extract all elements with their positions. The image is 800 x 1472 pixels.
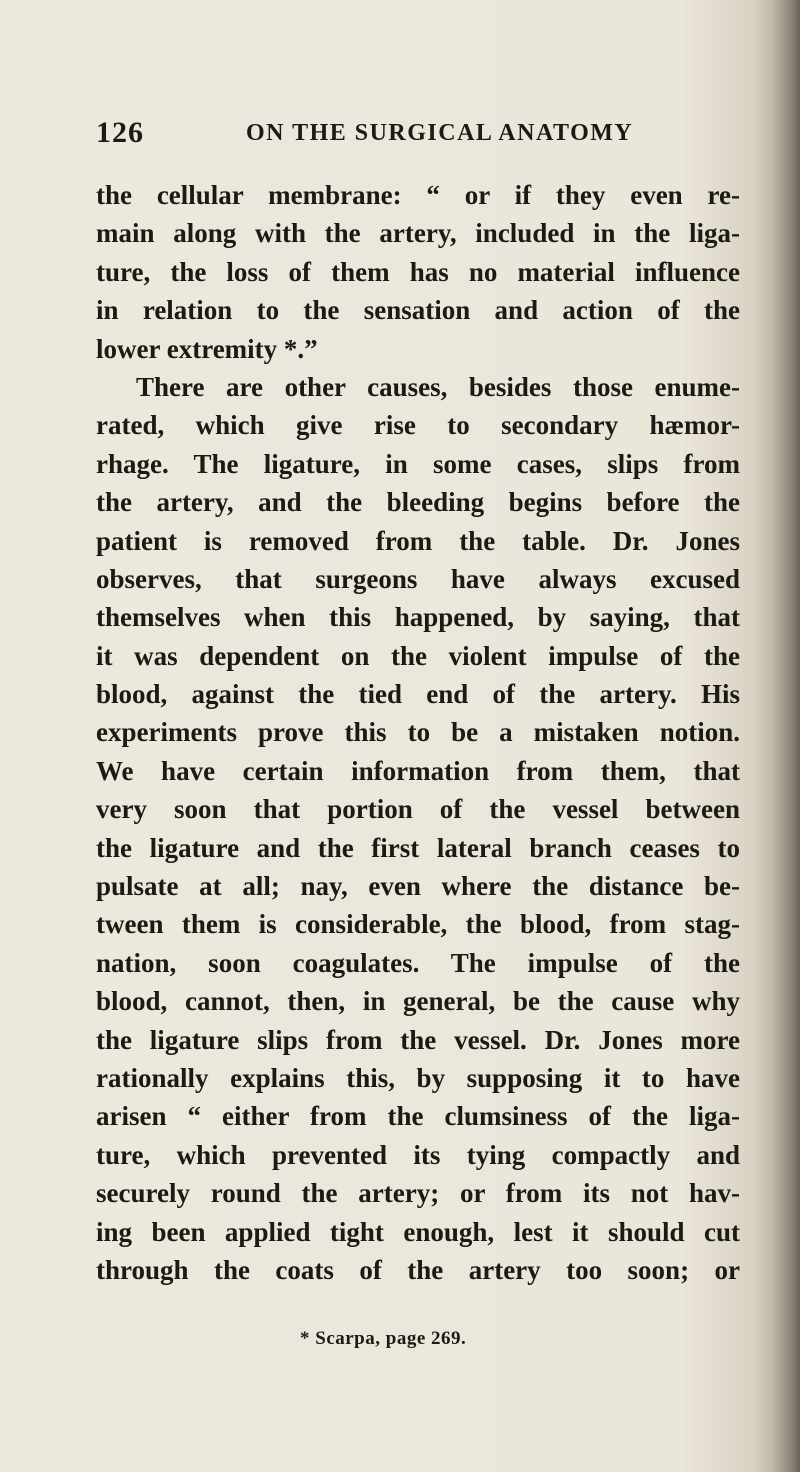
page-edge-shadow bbox=[754, 0, 800, 1472]
running-head: ON THE SURGICAL ANATOMY bbox=[246, 120, 634, 146]
text-line: main along with the artery, included in the liga- bbox=[96, 218, 740, 249]
text-line: ture, which prevented its tying compactly and bbox=[96, 1139, 740, 1170]
text-line: rhage. The ligature, in some cases, slips from bbox=[96, 448, 740, 479]
text-line: observes, that surgeons have always excused bbox=[96, 563, 740, 594]
text-line: rated, which give rise to secondary hæmor- bbox=[96, 410, 740, 441]
text-line: blood, against the tied end of the artery. His bbox=[96, 679, 740, 710]
text-line: rationally explains this, by supposing it to have bbox=[96, 1062, 740, 1093]
text-line: in relation to the sensation and action of the bbox=[96, 295, 740, 326]
text-line: ture, the loss of them has no material influence bbox=[96, 256, 740, 287]
text-line: the ligature slips from the vessel. Dr. Jones more bbox=[96, 1024, 740, 1055]
text-line: arisen “ either from the clumsiness of the liga- bbox=[96, 1101, 740, 1132]
text-line: pulsate at all; nay, even where the distance be- bbox=[96, 871, 740, 902]
text-line: There are other causes, besides those enume- bbox=[136, 371, 740, 402]
text-line: it was dependent on the violent impulse of the bbox=[96, 640, 740, 671]
text-line: themselves when this happened, by saying, that bbox=[96, 602, 740, 633]
text-line: very soon that portion of the vessel between bbox=[96, 794, 740, 825]
text-line: We have certain information from them, that bbox=[96, 755, 740, 786]
text-line: the cellular membrane: “ or if they even re- bbox=[96, 180, 740, 210]
text-line: the ligature and the first lateral branch ceases to bbox=[96, 832, 740, 863]
text-line: experiments prove this to be a mistaken notion. bbox=[96, 717, 740, 748]
text-line: blood, cannot, then, in general, be the cause why bbox=[96, 986, 740, 1017]
body-text bbox=[96, 176, 740, 1289]
text-line: ing been applied tight enough, lest it should cut bbox=[96, 1216, 740, 1247]
text-line: lower extremity *.” bbox=[96, 333, 318, 364]
text-line: securely round the artery; or from its not hav- bbox=[96, 1178, 740, 1209]
text-line: through the coats of the artery too soon; or bbox=[96, 1254, 740, 1285]
page-number: 126 bbox=[96, 116, 144, 149]
footnote: * Scarpa, page 269. bbox=[300, 1328, 467, 1349]
page-header bbox=[96, 116, 756, 156]
text-line: nation, soon coagulates. The impulse of the bbox=[96, 947, 740, 978]
text-line: tween them is considerable, the blood, from stag- bbox=[96, 909, 740, 940]
text-line: patient is removed from the table. Dr. Jones bbox=[96, 525, 740, 556]
text-line: the artery, and the bleeding begins before the bbox=[96, 487, 740, 518]
